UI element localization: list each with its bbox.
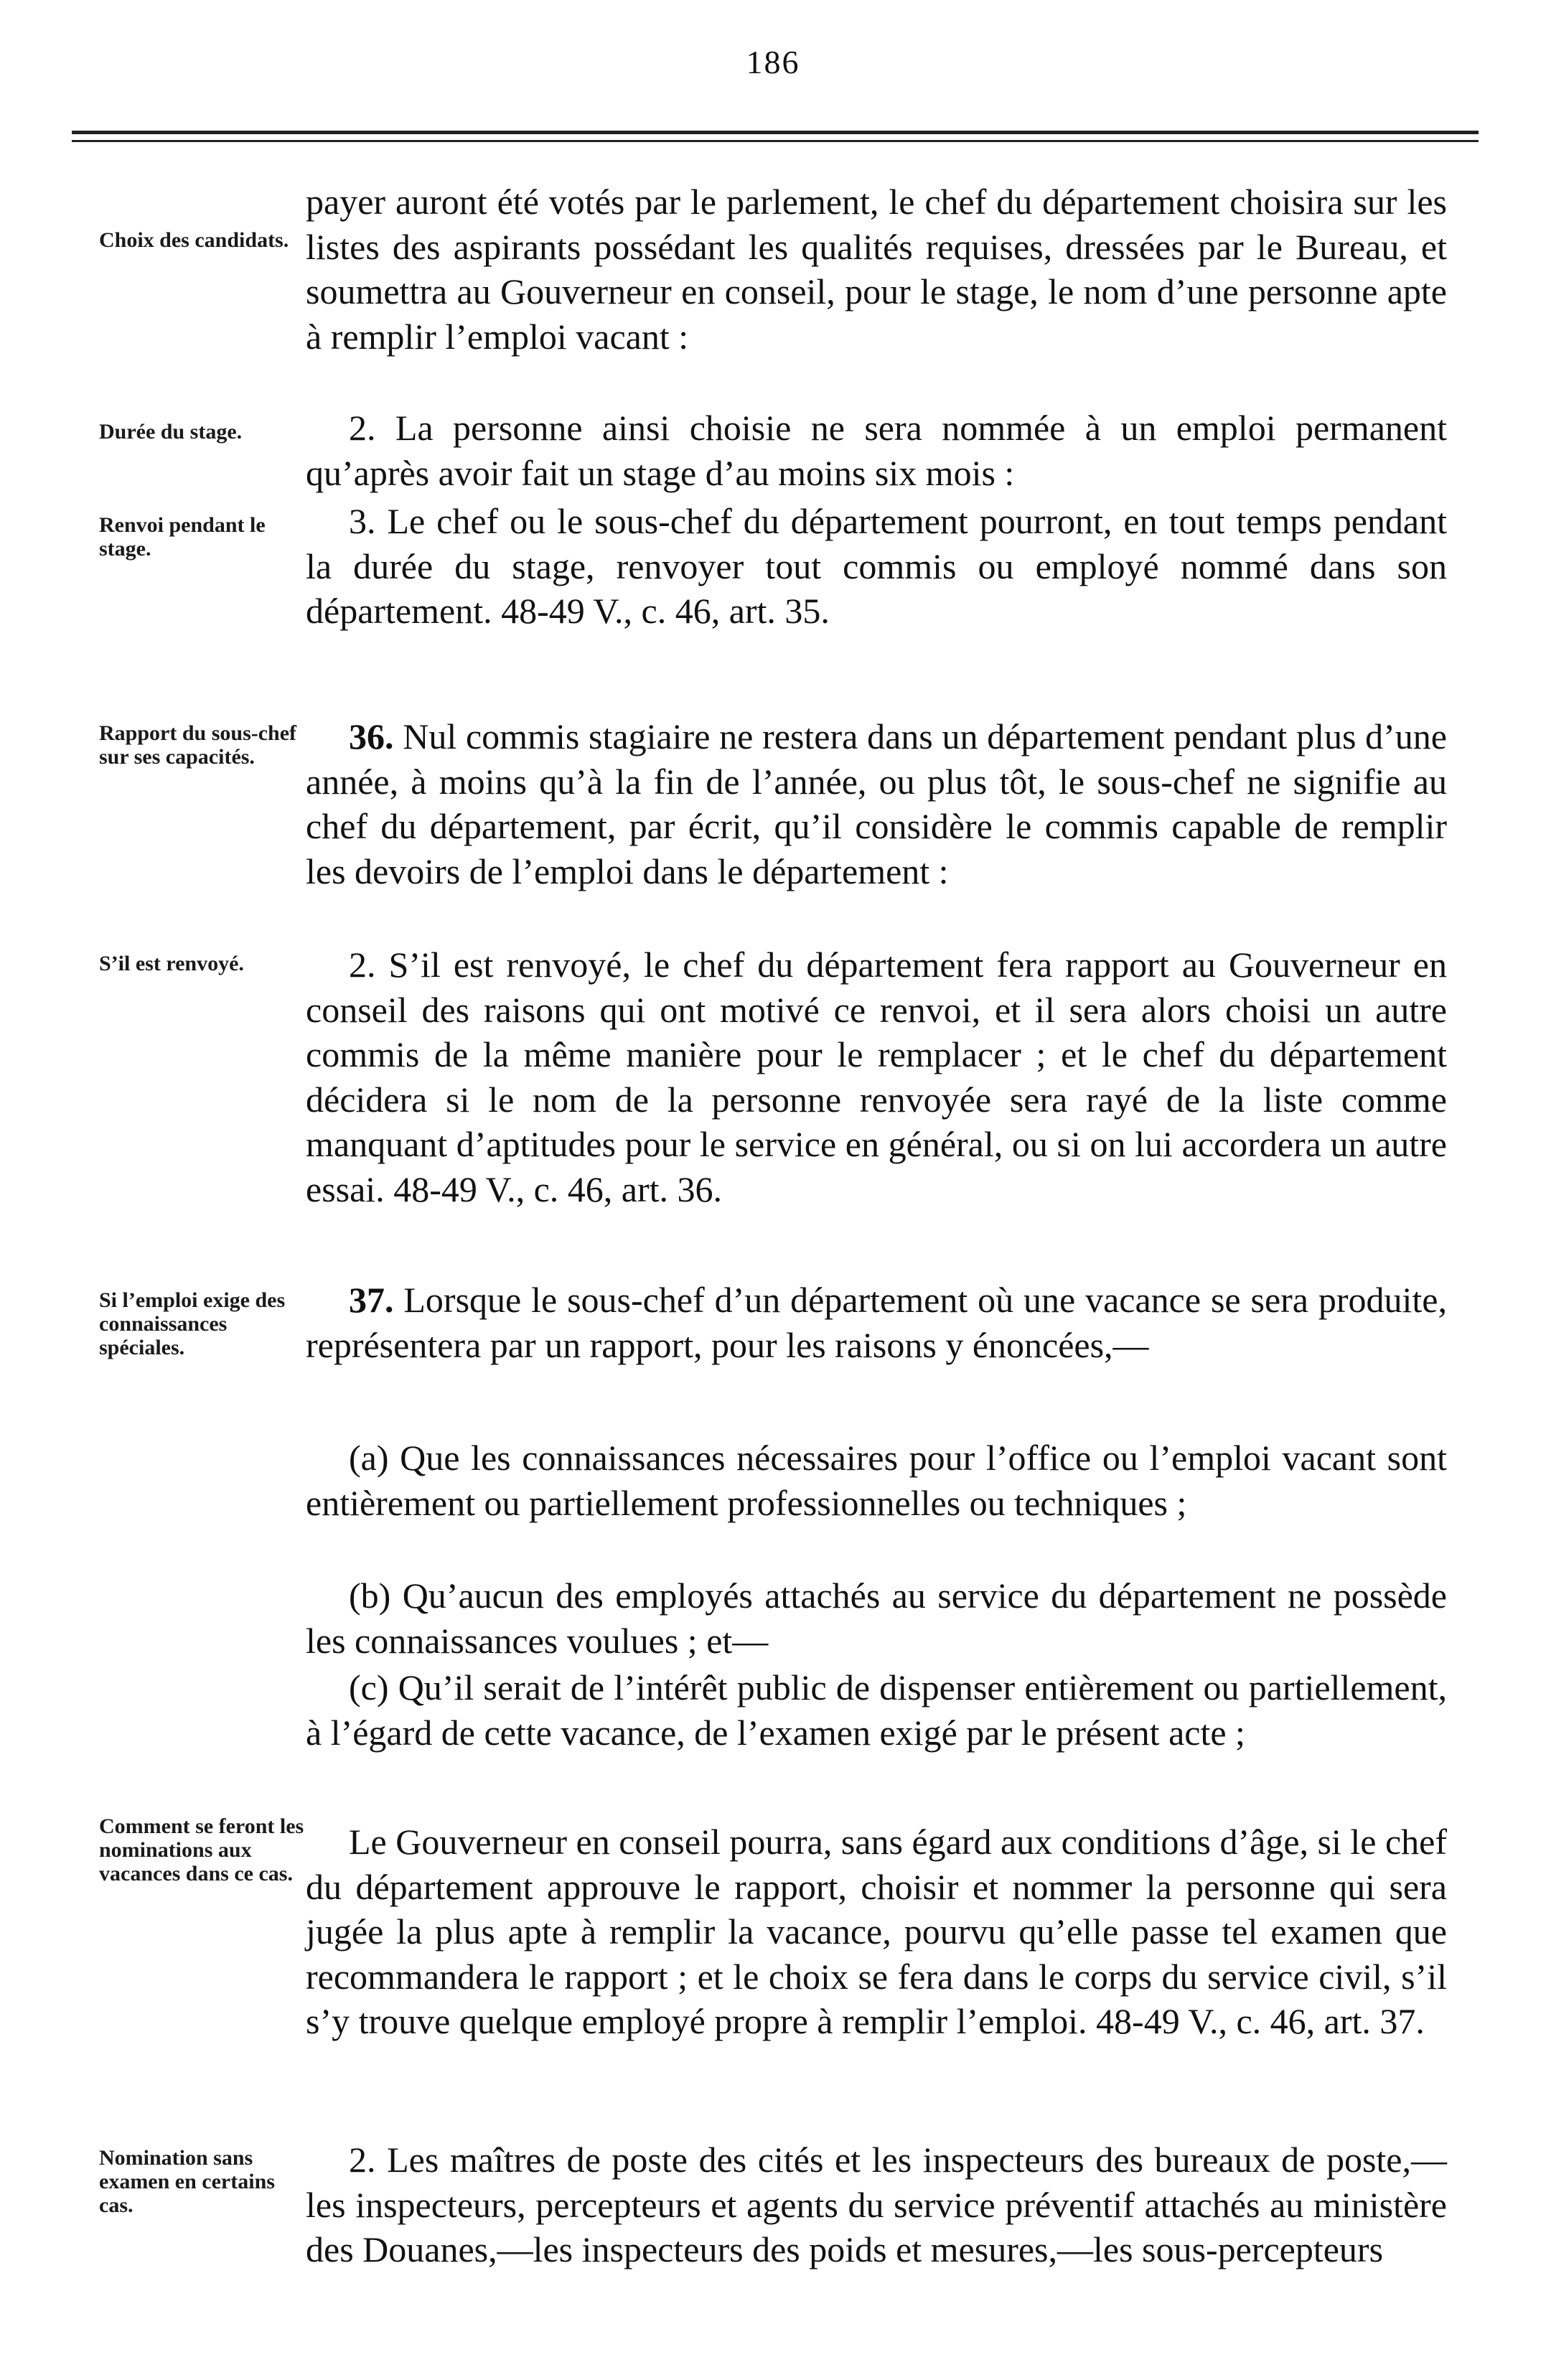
margin-note-renvoi-pendant-le-stage: Renvoi pendant le stage. [99,513,266,561]
paragraph-text: (a) Que les connaissances nécessaires pour l’office ou l’emploi vacant sont entièrement ou partiellement professionnelles ou techniques ; [306,1438,1447,1523]
margin-note-s-il-est-renvoye: S’il est renvoyé. [99,952,244,975]
paragraph-item-a [306,1435,1447,1525]
header-rule-thick [72,131,1479,134]
page-number: 186 [746,44,800,80]
paragraph-text: Le Gouverneur en conseil pourra, sans égard aux conditions d’âge, si le chef du département approuve le rapport, choisir et nommer la personne qui sera jugée la plus apte à remplir la vacance, pourvu qu’elle passe tel examen que recommandera le rapport ; et le choix se fera dans le corps du service civil, s’il s’y trouve quelque employé propre à remplir l’emploi. 48-49 V., c. 46, art. 37. [306,1822,1448,2041]
section-number-37: 37. [349,1280,394,1320]
header-rule-thin [72,140,1479,142]
paragraph-duree-du-stage [306,406,1447,495]
paragraph-text: 3. Le chef ou le sous-chef du département pourront, en tout temps pendant la durée du stage, renvoyer tout commis ou employé nommé dans son département. 48-49 V., c. 46, art. 35. [306,501,1447,631]
paragraph-item-c [306,1665,1447,1755]
margin-note-choix-des-candidats: Choix des candidats. [99,228,289,252]
paragraph-text: payer auront été votés par le parlement, le chef du département choisira sur les listes des aspirants possédant les qualités requises, dressées par le Bureau, et soumettra au Gouverneur en conseil, pour le stage, le nom d’une personne apte à remplir l’emploi vacant : [306,182,1447,357]
margin-note-nomination-sans-examen: Nomination sans examen en certains cas. [99,2146,275,2217]
margin-note-nominations-aux-vacances: Comment se feront les nominations aux vacances dans ce cas. [99,1814,304,1885]
paragraph-section-37 [306,1278,1447,1367]
paragraph-text: 2. S’il est renvoyé, le chef du département fera rapport au Gouverneur en conseil des raisons qui ont motivé ce renvoi, et il sera alors choisi un autre commis de la même manière pour le remplacer ; et le chef du département décidera si le nom de la personne renvoyée sera rayé de la liste comme manquant d’aptitudes pour le service en général, ou si on lui accordera un autre essai. 48-49 V., c. 46, art. 36. [306,945,1447,1209]
paragraph-text: (c) Qu’il serait de l’intérêt public de dispenser entièrement ou partiellement, à l’égard de cette vacance, de l’examen exigé par le présent acte ; [306,1667,1447,1753]
paragraph-item-b [306,1573,1447,1663]
paragraph-text: (b) Qu’aucun des employés attachés au service du département ne possède les connaissances voulues ; et— [306,1575,1447,1661]
paragraph-text: 2. Les maîtres de poste des cités et les inspecteurs des bureaux de poste,—les inspecteurs, percepteurs et agents du service préventif attachés au ministère des Douanes,—les inspecteurs des poids et mesures,—les sous-percepteurs [306,2140,1447,2269]
margin-note-connaissances-speciales: Si l’emploi exige des connaissances spéciales. [99,1288,286,1359]
paragraph-gouverneur-en-conseil [306,1819,1447,2044]
paragraph-text: 2. La personne ainsi choisie ne sera nommée à un emploi permanent qu’après avoir fait un stage d’au moins six mois : [306,408,1447,493]
paragraph-section-36 [306,714,1447,894]
margin-note-duree-du-stage: Durée du stage. [99,420,243,444]
paragraph-renvoi-pendant-le-stage [306,499,1447,634]
paragraph-text: Nul commis stagiaire ne restera dans un département pendant plus d’une année, à moins qu’à la fin de l’année, ou plus tôt, le sous-chef ne signifie au chef du département, par écrit, qu’il considère le commis capable de remplir les devoirs de l’emploi dans le département : [306,716,1447,891]
paragraph-maitres-de-poste [306,2137,1447,2272]
section-number-36: 36. [349,716,394,756]
paragraph-text: Lorsque le sous-chef d’un département où une vacance se sera produite, représentera par un rapport, pour les raisons y énoncées,— [306,1280,1447,1365]
margin-note-rapport-du-sous-chef: Rapport du sous-chef sur ses capacités. [99,721,297,769]
paragraph-s-il-est-renvoye [306,942,1447,1212]
paragraph-choix-des-candidats [306,179,1447,359]
